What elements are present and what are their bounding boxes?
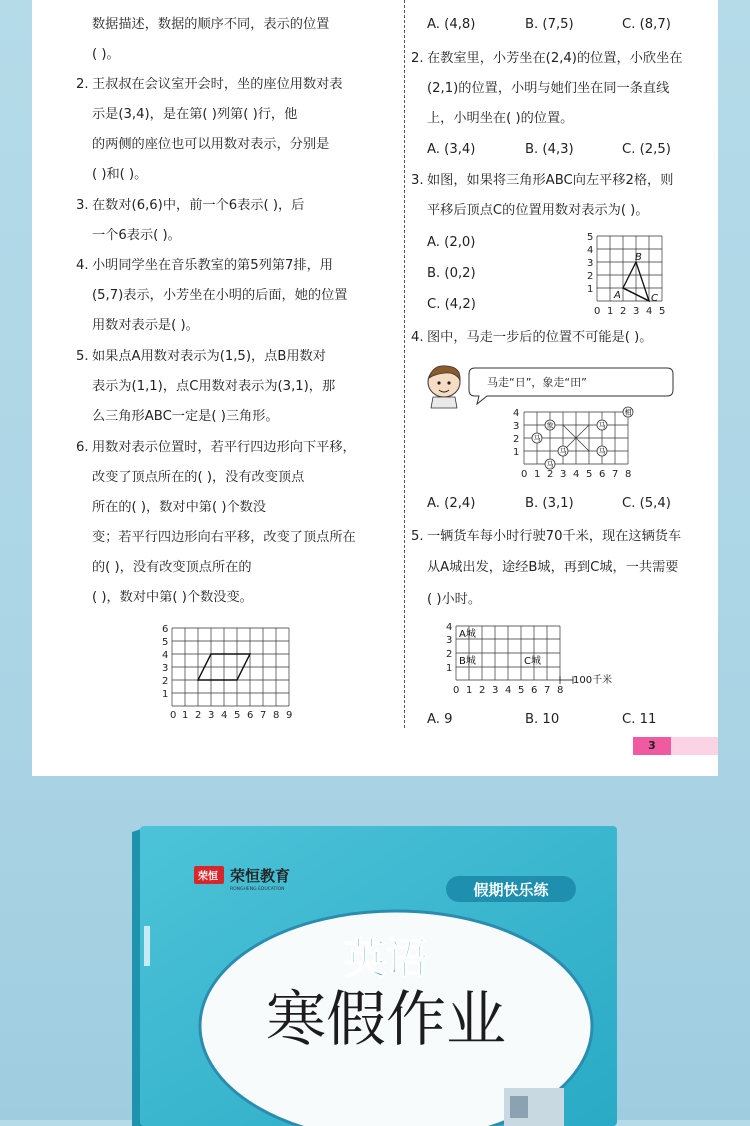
chess-piece: 马 xyxy=(598,421,606,430)
city-grid xyxy=(444,620,654,698)
q2-number: 2. xyxy=(76,77,89,92)
city-y-label: 4 xyxy=(446,622,453,633)
q6-line-1: 用数对表示位置时，若平行四边形向下平移， xyxy=(92,440,356,455)
board-y-label: 3 xyxy=(513,421,520,432)
book-title: 寒假作业 xyxy=(266,985,506,1055)
option-a[interactable]: A. (4,8) xyxy=(427,17,476,32)
q6-line-6: ( )，数对中第( )个数没变。 xyxy=(92,590,253,605)
board-x-label: 2 xyxy=(547,469,554,480)
grid-y-label: 2 xyxy=(162,676,169,687)
grid-x-label: 4 xyxy=(646,306,653,317)
option-b[interactable]: B. (7,5) xyxy=(525,17,574,32)
city-b-label: B城 xyxy=(459,656,476,667)
grid-x-label: 2 xyxy=(195,710,202,721)
q5-line-3: 么三角形ABC一定是( )三角形。 xyxy=(92,409,279,424)
rq2-line-2: (2,1)的位置，小明与她们坐在同一条直线 xyxy=(427,81,670,96)
chess-board-figure xyxy=(427,360,677,485)
chess-piece: 象 xyxy=(546,421,554,430)
board-x-label: 1 xyxy=(534,469,541,480)
grid-x-label: 9 xyxy=(286,710,293,721)
q5-line-1: 如果点A用数对表示为(1,5)，点B用数对 xyxy=(92,349,326,364)
q5-number: 5. xyxy=(76,349,89,364)
q6-line-2: 改变了顶点所在的( )，没有改变顶点 xyxy=(92,470,305,485)
q3-number: 3. xyxy=(411,173,424,188)
q2-number: 2. xyxy=(411,51,424,66)
city-y-label: 1 xyxy=(446,663,453,674)
city-x-label: 2 xyxy=(479,685,486,696)
grid-x-label: 4 xyxy=(221,710,228,721)
publisher-english: RONGHENG EDUCATION xyxy=(230,887,285,892)
rq5-line-2: 从A城出发，途经B城，再到C城，一共需要 xyxy=(427,560,679,575)
rq5-line-1: 一辆货车每小时行驶70千米，现在这辆货车 xyxy=(427,529,682,544)
q6-line-5: 的( )，没有改变顶点所在的 xyxy=(92,560,252,575)
chess-piece: 马 xyxy=(598,447,606,456)
parallelogram-grid xyxy=(160,618,336,724)
city-x-label: 7 xyxy=(544,685,551,696)
grid-x-label: 8 xyxy=(273,710,280,721)
option-b[interactable]: B. 10 xyxy=(525,712,560,727)
option-c[interactable]: C. (2,5) xyxy=(622,142,671,157)
board-x-label: 4 xyxy=(573,469,580,480)
city-y-label: 2 xyxy=(446,649,453,660)
boy-avatar-icon xyxy=(428,366,460,408)
point-a-label: A xyxy=(614,290,621,301)
q5-line-2: 表示为(1,1)，点C用数对表示为(3,1)，那 xyxy=(92,379,336,394)
book-cover xyxy=(132,826,617,1126)
rq2-line-1: 在教室里，小芳坐在(2,4)的位置，小欣坐在 xyxy=(427,51,683,66)
grid-y-label: 5 xyxy=(162,637,169,648)
rq3-line-1: 如图，如果将三角形ABC向左平移2格，则 xyxy=(427,173,674,188)
q3-line-2: 一个6表示( )。 xyxy=(92,228,181,243)
q2-line-1: 王叔叔在会议室开会时，坐的座位用数对表 xyxy=(92,77,343,92)
option-b[interactable]: B. (4,3) xyxy=(525,142,574,157)
option-c[interactable]: C. 11 xyxy=(622,712,657,727)
chess-piece: 相 xyxy=(624,408,632,417)
board-y-label: 2 xyxy=(513,434,520,445)
grid-x-label: 3 xyxy=(208,710,215,721)
grid-x-label: 2 xyxy=(620,306,627,317)
city-x-label: 6 xyxy=(531,685,538,696)
grid-y-label: 6 xyxy=(162,624,169,635)
q2-line-3: 的两侧的座位也可以用数对表示，分别是 xyxy=(92,137,330,152)
page-number-tab xyxy=(633,737,718,755)
grid-y-label: 5 xyxy=(587,232,594,243)
q6-line-3: 所在的( )，数对中第( )个数没 xyxy=(92,500,267,515)
board-x-label: 3 xyxy=(560,469,567,480)
board-x-label: 6 xyxy=(599,469,606,480)
city-x-label: 8 xyxy=(557,685,564,696)
rq4-line-1: 图中，马走一步后的位置不可能是( )。 xyxy=(427,330,653,345)
grid-y-label: 4 xyxy=(587,245,594,256)
q4-number: 4. xyxy=(76,258,89,273)
q5-number: 5. xyxy=(411,529,424,544)
grid-y-label: 1 xyxy=(162,689,169,700)
option-a[interactable]: A. (2,4) xyxy=(427,496,476,511)
point-c-label: C xyxy=(651,293,658,304)
option-c[interactable]: C. (5,4) xyxy=(622,496,671,511)
q4-number: 4. xyxy=(411,330,424,345)
board-x-label: 8 xyxy=(625,469,632,480)
bubble-text: 马走“日”，象走“田” xyxy=(487,376,587,389)
option-c[interactable]: C. (8,7) xyxy=(622,17,671,32)
q1-tail-line-2: ( )。 xyxy=(92,47,120,62)
q4-line-2: (5,7)表示，小芳坐在小明的后面，她的位置 xyxy=(92,288,348,303)
city-x-label: 0 xyxy=(453,685,460,696)
chess-piece: 马 xyxy=(533,434,541,443)
rq5-line-3: ( )小时。 xyxy=(427,592,482,607)
chess-piece: 马 xyxy=(559,447,567,456)
subject-title: 英语 xyxy=(343,934,429,983)
city-x-label: 3 xyxy=(492,685,499,696)
board-x-label: 5 xyxy=(586,469,593,480)
q3-option-b[interactable]: B. (0,2) xyxy=(427,266,476,281)
option-b[interactable]: B. (3,1) xyxy=(525,496,574,511)
badge xyxy=(446,876,576,902)
grid-x-label: 6 xyxy=(247,710,254,721)
city-a-label: A城 xyxy=(459,629,476,640)
chess-piece: 马 xyxy=(546,460,554,469)
worksheet-page xyxy=(32,0,718,776)
q3-option-c[interactable]: C. (4,2) xyxy=(427,297,476,312)
option-a[interactable]: A. (3,4) xyxy=(427,142,476,157)
q2-line-4: ( )和( )。 xyxy=(92,167,148,182)
board-x-label: 7 xyxy=(612,469,619,480)
q6-number: 6. xyxy=(76,440,89,455)
q3-option-a[interactable]: A. (2,0) xyxy=(427,235,476,250)
grid-x-label: 5 xyxy=(234,710,241,721)
q4-line-3: 用数对表示是( )。 xyxy=(92,318,199,333)
grid-x-label: 1 xyxy=(607,306,614,317)
grid-y-label: 3 xyxy=(587,258,594,269)
rq2-line-3: 上，小明坐在( )的位置。 xyxy=(427,111,574,126)
grid-x-label: 5 xyxy=(659,306,666,317)
triangle-grid xyxy=(587,230,677,322)
q2-line-2: 示是(3,4)，是在第( )列第( )行，他 xyxy=(92,107,298,122)
speech-bubble xyxy=(469,368,673,404)
q3-number: 3. xyxy=(76,198,89,213)
grid-x-label: 3 xyxy=(633,306,640,317)
logo-text: 荣恒 xyxy=(198,871,218,883)
grid-y-label: 3 xyxy=(162,663,169,674)
grid-x-label: 0 xyxy=(594,306,601,317)
point-b-label: B xyxy=(635,252,642,263)
grid-x-label: 0 xyxy=(170,710,177,721)
board-y-label: 1 xyxy=(513,447,520,458)
grid-y-label: 1 xyxy=(587,284,594,295)
city-c-label: C城 xyxy=(524,656,541,667)
grid-x-label: 7 xyxy=(260,710,267,721)
publisher-name: 荣恒教育 xyxy=(230,867,291,885)
city-x-label: 4 xyxy=(505,685,512,696)
city-y-label: 3 xyxy=(446,635,453,646)
rq3-line-2: 平移后顶点C的位置用数对表示为( )。 xyxy=(427,203,649,218)
grid-x-label: 1 xyxy=(182,710,189,721)
board-x-label: 0 xyxy=(521,469,528,480)
q1-tail-line-1: 数据描述，数据的顺序不同，表示的位置 xyxy=(92,17,330,32)
board-y-label: 4 xyxy=(513,408,520,419)
q6-line-4: 变；若平行四边形向右平移，改变了顶点所在 xyxy=(92,530,356,545)
grid-y-label: 2 xyxy=(587,271,594,282)
column-divider xyxy=(404,0,405,728)
grid-y-label: 4 xyxy=(162,650,169,661)
city-x-label: 5 xyxy=(518,685,525,696)
page-number: 3 xyxy=(648,739,656,752)
city-x-label: 1 xyxy=(466,685,473,696)
scale-label: 100千米 xyxy=(573,675,613,686)
badge-text: 假期快乐练 xyxy=(473,881,549,899)
q4-line-1: 小明同学坐在音乐教室的第5列第7排，用 xyxy=(92,258,333,273)
option-a[interactable]: A. 9 xyxy=(427,712,453,727)
q3-line-1: 在数对(6,6)中，前一个6表示( )，后 xyxy=(92,198,305,213)
